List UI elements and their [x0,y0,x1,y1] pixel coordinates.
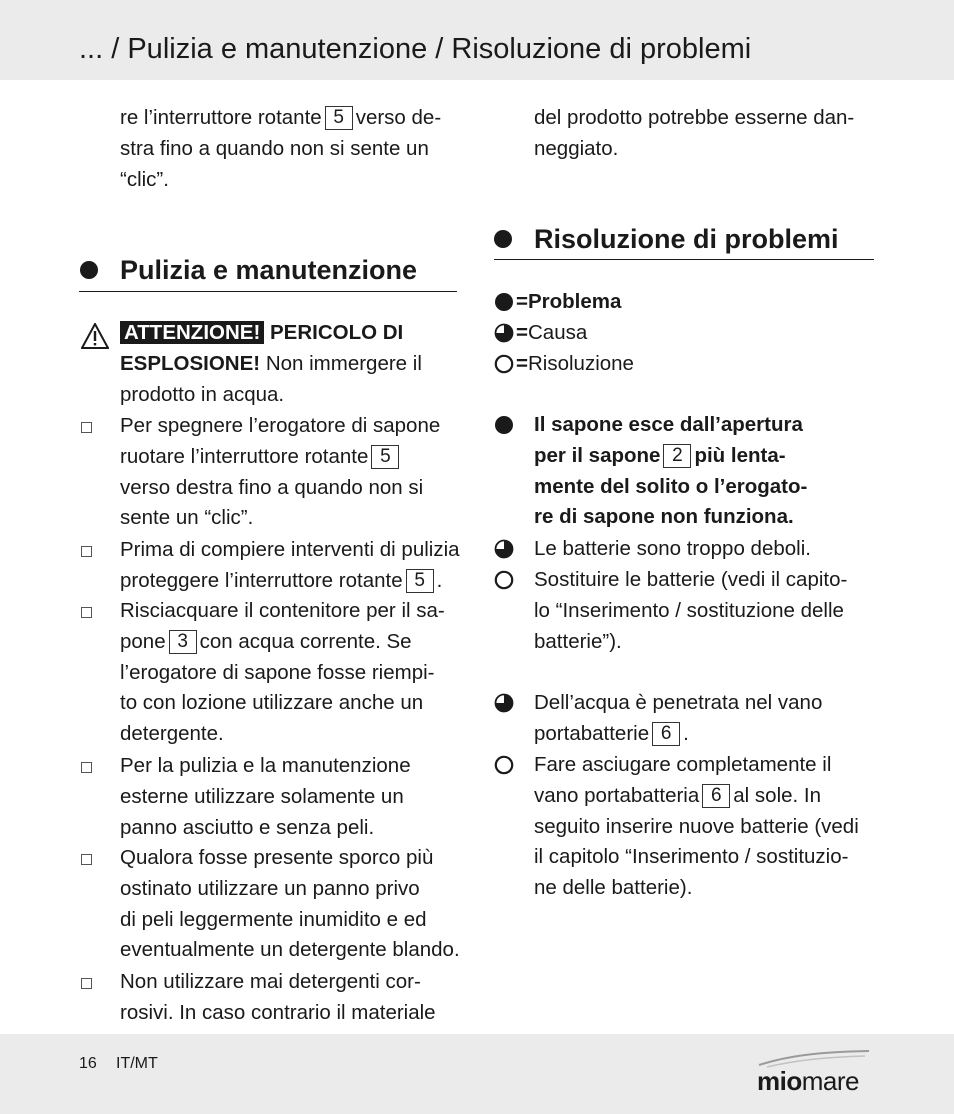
list-item: Qualora fosse presente sporco più ostinato utilizzare un panno privo di peli leggermente inumidito e ed eventualmente un detergente blando. [120,846,460,962]
section-title-cleaning: Pulizia e manutenzione [120,255,418,285]
list-bullet-icon [81,607,92,618]
wave-icon [757,1048,873,1068]
page-number: 16 [79,1055,97,1072]
left-intro: re l’interruttore rotante 5 verso de- stra fino a quando non si sente un “clic”. [120,106,442,191]
page-header [0,0,954,80]
warning-triangle-icon [81,323,109,349]
list-item: Prima di compiere interventi di pulizia proteggere l’interruttore rotante 5 . [120,538,460,592]
legend-problem: =Problema [516,290,622,313]
cause-icon [494,539,514,559]
brand-logo: miomare [757,1048,873,1098]
section-rule [494,259,874,260]
section-bullet-icon [80,261,98,279]
page-title: ... / Pulizia e manutenzione / Risoluzione di problemi [79,33,752,65]
solution-text: Fare asciugare completamente il vano portabatteria 6 al sole. In seguito inserire nuove batterie (vedi il capitolo “Inserimento / sostituzio- ne delle batterie). [534,753,859,900]
cause-text: Le batterie sono troppo deboli. [534,537,811,560]
list-bullet-icon [81,422,92,433]
list-item: Per spegnere l’erogatore di sapone ruotare l’interruttore rotante 5 verso destra fino a quando non si sente un “clic”. [120,414,441,530]
solution-text: Sostituire le batterie (vedi il capito- lo “Inserimento / sostituzione delle batterie”). [534,568,848,653]
section-title-troubleshooting: Risoluzione di problemi [534,224,839,254]
cause-icon [494,693,514,713]
problem-icon [494,292,514,312]
solution-icon [494,755,514,775]
solution-icon [494,354,514,374]
cause-text: Dell’acqua è penetrata nel vano portabatterie 6 . [534,691,823,745]
cause-icon [494,323,514,343]
language-code: IT/MT [116,1055,158,1072]
list-bullet-icon [81,762,92,773]
list-item: Risciacquare il contenitore per il sa- pone 3 con acqua corrente. Se l’erogatore di sapone fosse riempi- to con lozione utilizzare anche un detergente. [120,599,445,746]
section-bullet-icon [494,230,512,248]
right-intro: del prodotto potrebbe esserne dan- neggiato. [534,106,855,160]
section-rule [79,291,457,292]
list-item: Per la pulizia e la manutenzione esterne utilizzare solamente un panno asciutto e senza peli. [120,754,411,839]
warning-label: ATTENZIONE! [120,321,264,344]
legend-cause: =Causa [516,321,588,344]
ref-box: 5 [325,106,353,130]
list-bullet-icon [81,854,92,865]
problem-text: Il sapone esce dall’apertura per il sapone 2 più lenta- mente del solito o l’erogato- re di sapone non funziona. [534,413,808,529]
list-bullet-icon [81,978,92,989]
legend-solution: =Risoluzione [516,352,634,375]
warning-block: ATTENZIONE! PERICOLO DI ESPLOSIONE! Non immergere il prodotto in acqua. [120,321,422,406]
list-item: Non utilizzare mai detergenti cor- rosivi. In caso contrario il materiale [120,970,436,1024]
solution-icon [494,570,514,590]
problem-icon [494,415,514,435]
list-bullet-icon [81,546,92,557]
